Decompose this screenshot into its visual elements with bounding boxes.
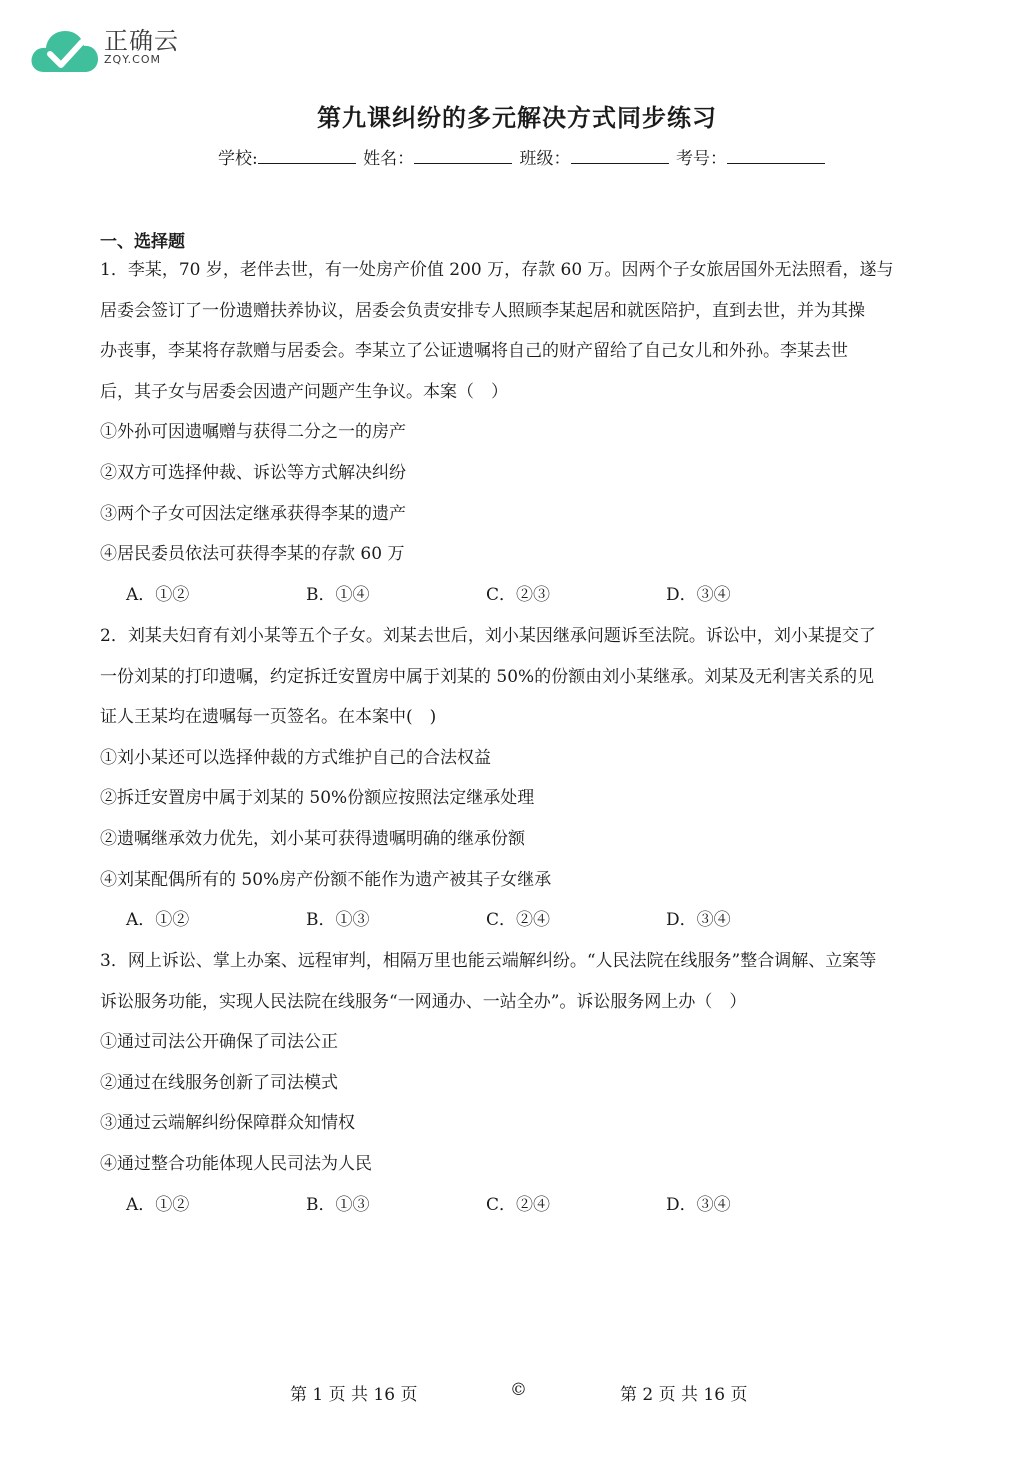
question-3-statement: ③通过云端解纠纷保障群众知情权 <box>100 1113 355 1134</box>
question-3-statement: ①通过司法公开确保了司法公正 <box>100 1032 338 1053</box>
question-3-options <box>100 1185 940 1226</box>
question-3-statement: ②通过在线服务创新了司法模式 <box>100 1072 338 1093</box>
question-1-options <box>100 575 940 616</box>
exam-no-label: 考号： <box>675 149 727 169</box>
question-2-statement: ④刘某配偶所有的 50%房产份额不能作为遗产被其子女继承 <box>100 869 552 890</box>
question-2-options <box>100 900 940 941</box>
school-blank[interactable] <box>258 149 356 164</box>
question-2 <box>100 616 940 941</box>
footer-copyright: © <box>510 1380 527 1400</box>
logo-text <box>104 28 179 66</box>
option-c[interactable]: C．②③ <box>486 584 551 605</box>
question-2-line: 2．刘某夫妇育有刘小某等五个子女。刘某去世后，刘小某因继承问题诉至法院。诉讼中，刘小某提交了 <box>100 626 876 646</box>
option-d[interactable]: D．③④ <box>666 584 731 605</box>
question-3-line: 诉讼服务功能，实现人民法院在线服务“一网通办、一站全办”。诉讼服务网上办（ ） <box>100 991 747 1012</box>
page-title: 第九课纠纷的多元解决方式同步练习 <box>317 103 717 132</box>
option-a[interactable]: A．①② <box>126 910 190 931</box>
exam-no-blank[interactable] <box>727 149 825 164</box>
question-1-statement: ①外孙可因遗嘱赠与获得二分之一的房产 <box>100 422 406 443</box>
school-label: 学校: <box>218 149 258 169</box>
question-1-line: 1．李某，70 岁，老伴去世，有一处房产价值 200 万，存款 60 万。因两个子女旅居国外无法照看，遂与 <box>100 260 894 280</box>
question-2-statement: ①刘小某还可以选择仲裁的方式维护自己的合法权益 <box>100 747 491 768</box>
name-blank[interactable] <box>414 149 512 164</box>
option-b[interactable]: B．①④ <box>306 584 370 605</box>
footer-page-right: 第 2 页 共 16 页 <box>620 1385 748 1405</box>
question-3-line: 3．网上诉讼、掌上办案、远程审判，相隔万里也能云端解纠纷。“人民法院在线服务”整合调解、立案等 <box>100 951 877 971</box>
footer-page-left: 第 1 页 共 16 页 <box>290 1385 418 1405</box>
question-1 <box>100 250 940 615</box>
question-3-statement: ④通过整合功能体现人民司法为人民 <box>100 1153 372 1174</box>
class-blank[interactable] <box>571 149 669 164</box>
question-3 <box>100 941 940 1225</box>
question-1-line: 后，其子女与居委会因遗产问题产生争议。本案（ ） <box>100 381 508 402</box>
option-a[interactable]: A．①② <box>126 584 190 605</box>
question-2-statement: ②遗嘱继承效力优先，刘小某可获得遗嘱明确的继承份额 <box>100 828 525 849</box>
brand-name-cn: 正确云 <box>104 27 179 55</box>
option-c[interactable]: C．②④ <box>486 910 551 931</box>
question-2-line: 证人王某均在遗嘱每一页签名。在本案中( ) <box>100 707 437 728</box>
option-d[interactable]: D．③④ <box>666 910 731 931</box>
cloud-check-icon <box>32 31 99 72</box>
option-a[interactable]: A．①② <box>126 1194 190 1215</box>
question-1-statement: ③两个子女可因法定继承获得李某的遗产 <box>100 503 406 524</box>
option-c[interactable]: C．②④ <box>486 1194 551 1215</box>
option-b[interactable]: B．①③ <box>306 1194 370 1215</box>
question-2-statement: ②拆迁安置房中属于刘某的 50%份额应按照法定继承处理 <box>100 788 535 809</box>
option-d[interactable]: D．③④ <box>666 1194 731 1215</box>
question-2-line: 一份刘某的打印遗嘱，约定拆迁安置房中属于刘某的 50%的份额由刘小某继承。刘某及无利害关系的见 <box>100 666 875 687</box>
student-info-line <box>218 144 827 169</box>
section-heading: 一、选择题 <box>100 232 185 252</box>
name-label: 姓名： <box>363 149 415 169</box>
question-1-line: 办丧事，李某将存款赠与居委会。李某立了公证遗嘱将自己的财产留给了自己女儿和外孙。李某去世 <box>100 341 848 362</box>
option-b[interactable]: B．①③ <box>306 910 370 931</box>
brand-name-en: ZQY.COM <box>104 53 162 66</box>
question-1-statement: ④居民委员依法可获得李某的存款 60 万 <box>100 544 405 565</box>
class-label: 班级： <box>519 149 571 169</box>
question-1-statement: ②双方可选择仲裁、诉讼等方式解决纠纷 <box>100 462 406 483</box>
question-1-line: 居委会签订了一份遗赠扶养协议，居委会负责安排专人照顾李某起居和就医陪护，直到去世，并为其操 <box>100 300 865 321</box>
